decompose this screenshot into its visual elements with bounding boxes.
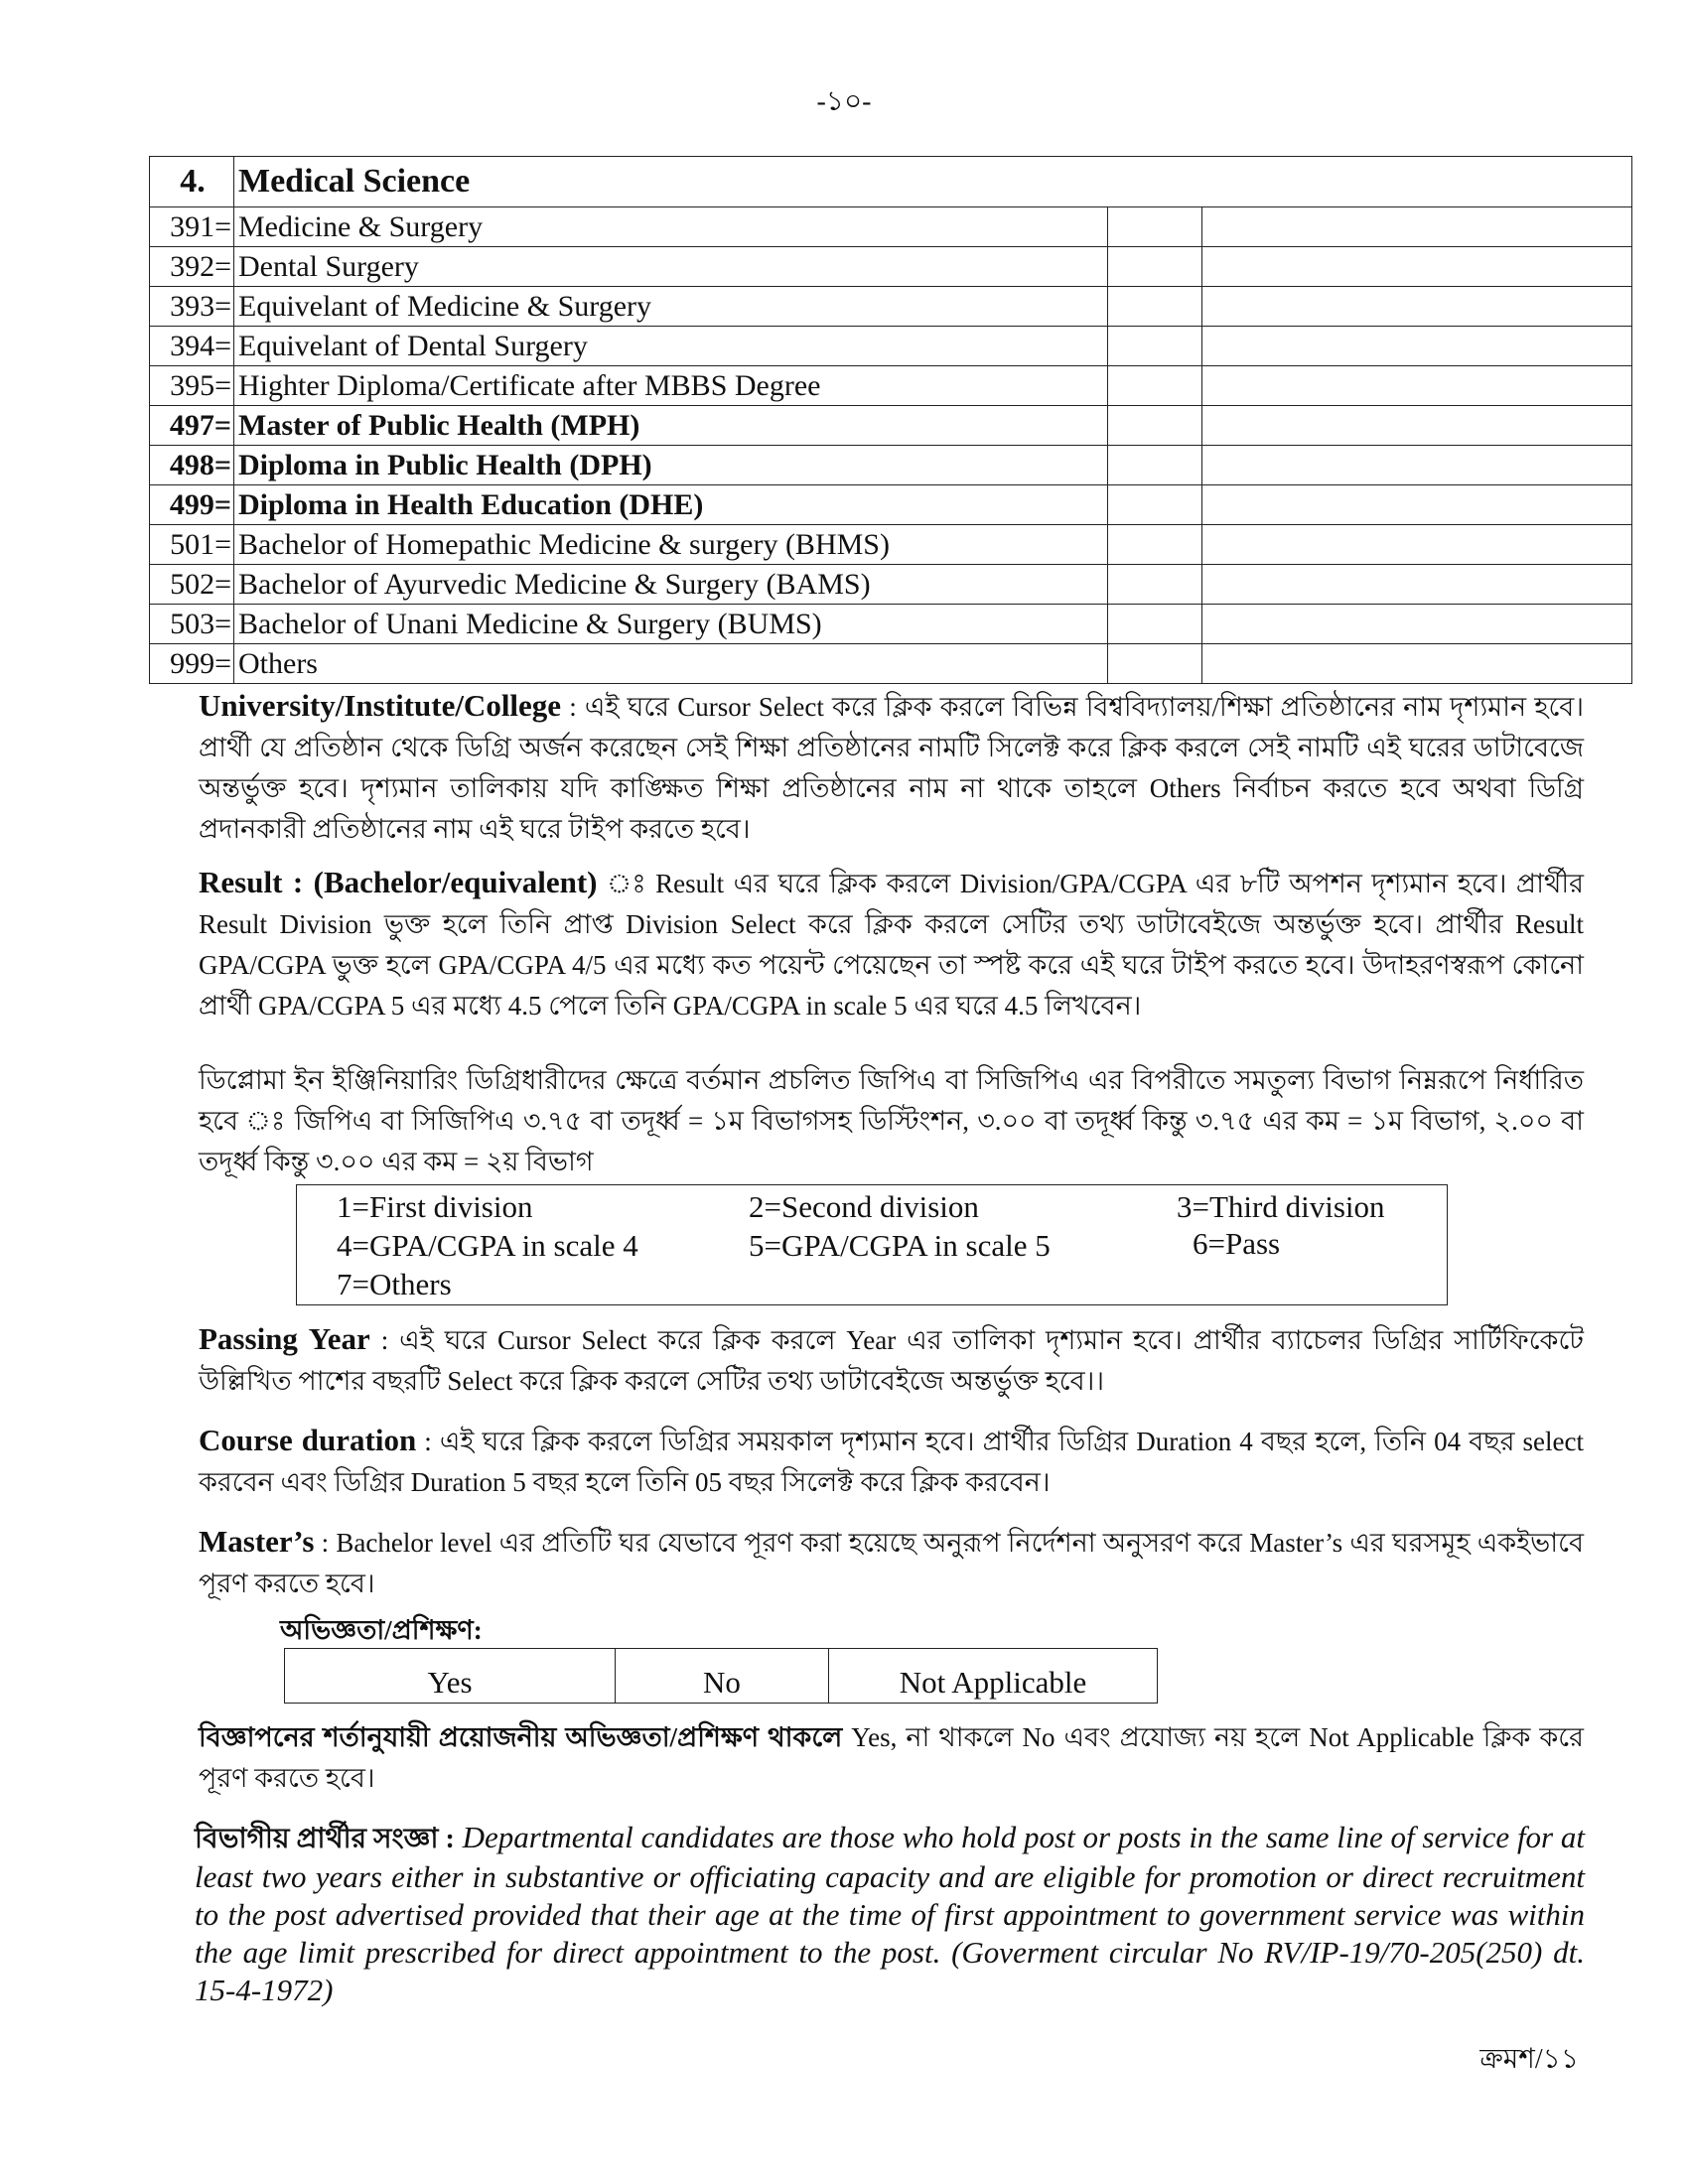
experience-not-applicable-option[interactable]: Not Applicable xyxy=(829,1649,1158,1704)
passing-year-paragraph xyxy=(199,1318,1584,1402)
experience-note-lead: বিজ্ঞাপনের শর্তানুযায়ী প্রয়োজনীয় অভিজ্ঞতা/প্রশিক্ষণ থাকলে xyxy=(199,1722,843,1752)
degree-name: Master of Public Health (MPH) xyxy=(234,406,1108,446)
table-row xyxy=(150,644,1632,684)
table-row xyxy=(150,406,1632,446)
blank-cell xyxy=(1202,644,1632,684)
departmental-lead: বিভাগীয় প্রার্থীর সংজ্ঞা : xyxy=(195,1824,455,1854)
result-options-box xyxy=(296,1184,1448,1305)
option-gpa-scale-4: 4=GPA/CGPA in scale 4 xyxy=(337,1228,638,1263)
blank-cell xyxy=(1202,247,1632,287)
option-first-division: 1=First division xyxy=(337,1189,533,1224)
university-paragraph xyxy=(199,685,1584,850)
option-pass: 6=Pass xyxy=(1193,1226,1281,1261)
blank-cell xyxy=(1202,287,1632,327)
degree-name: Others xyxy=(234,644,1108,684)
medical-science-table xyxy=(149,156,1632,684)
continued-footer: ক্রমশ/১১ xyxy=(1479,2044,1579,2075)
blank-cell xyxy=(1108,406,1202,446)
masters-paragraph xyxy=(199,1521,1584,1604)
degree-name: Equivelant of Dental Surgery xyxy=(234,327,1108,366)
blank-cell xyxy=(1202,327,1632,366)
blank-cell xyxy=(1108,565,1202,605)
option-others: 7=Others xyxy=(337,1267,452,1301)
degree-name: Bachelor of Homepathic Medicine & surgery (BHMS) xyxy=(234,525,1108,565)
table-row xyxy=(150,287,1632,327)
page-number: -১০- xyxy=(816,86,872,117)
course-duration-heading: Course duration xyxy=(199,1423,417,1457)
degree-name: Bachelor of Ayurvedic Medicine & Surgery (BAMS) xyxy=(234,565,1108,605)
option-gpa-scale-5: 5=GPA/CGPA in scale 5 xyxy=(749,1228,1051,1263)
blank-cell xyxy=(1108,446,1202,485)
degree-code: 391= xyxy=(150,207,234,247)
table-row xyxy=(150,485,1632,525)
table-row xyxy=(150,446,1632,485)
blank-cell xyxy=(1202,446,1632,485)
table-row xyxy=(150,327,1632,366)
experience-table xyxy=(284,1648,1158,1704)
result-paragraph xyxy=(199,862,1584,1026)
degree-code: 499= xyxy=(150,485,234,525)
blank-cell xyxy=(1202,207,1632,247)
masters-heading: Master’s xyxy=(199,1524,315,1559)
degree-code: 501= xyxy=(150,525,234,565)
table-row xyxy=(150,565,1632,605)
degree-code: 394= xyxy=(150,327,234,366)
experience-no-option[interactable]: No xyxy=(616,1649,829,1704)
passing-year-text: : এই ঘরে Cursor Select করে ক্লিক করলে Year এর তালিকা দৃশ্যমান হবে। প্রার্থীর ব্যাচেলর ডিগ্রির সার্টিফিকেটে উল্লিখিত পাশের বছরটি Select করে ক্লিক করলে সেটির তথ্য ডাটাবেইজে অন্তর্ভুক্ত হবে।। xyxy=(199,1325,1584,1396)
departmental-definition xyxy=(195,1819,1585,2009)
passing-year-heading: Passing Year xyxy=(199,1321,370,1356)
blank-cell xyxy=(1108,644,1202,684)
degree-name: Medicine & Surgery xyxy=(234,207,1108,247)
blank-cell xyxy=(1202,605,1632,644)
experience-note xyxy=(199,1717,1584,1799)
degree-code: 498= xyxy=(150,446,234,485)
blank-cell xyxy=(1108,485,1202,525)
degree-name: Equivelant of Medicine & Surgery xyxy=(234,287,1108,327)
blank-cell xyxy=(1108,366,1202,406)
degree-code: 999= xyxy=(150,644,234,684)
course-duration-text: : এই ঘরে ক্লিক করলে ডিগ্রির সময়কাল দৃশ্যমান হবে। প্রার্থীর ডিগ্রির Duration 4 বছর হলে, তিনি 04 বছর select করবেন এবং ডিগ্রির Duration 5 বছর হলে তিনি 05 বছর সিলেক্ট করে ক্লিক করবেন। xyxy=(199,1427,1584,1497)
section-number: 4. xyxy=(150,157,234,207)
degree-code: 497= xyxy=(150,406,234,446)
table-row xyxy=(150,247,1632,287)
degree-name: Diploma in Health Education (DHE) xyxy=(234,485,1108,525)
university-text: : এই ঘরে Cursor Select করে ক্লিক করলে বিভিন্ন বিশ্ববিদ্যালয়/শিক্ষা প্রতিষ্ঠানের নাম দৃশ্যমান হবে। প্রার্থী যে প্রতিষ্ঠান থেকে ডিগ্রি অর্জন করেছেন সেই শিক্ষা প্রতিষ্ঠানের নামটি সিলেক্ট করে ক্লিক করলে সেই নামটি এই ঘরের ডাটাবেজে অন্তর্ভুক্ত হবে। দৃশ্যমান তালিকায় যদি কাঙ্ক্ষিত শিক্ষা প্রতিষ্ঠানের নাম না থাকে তাহলে Others নির্বাচন করতে হবে অথবা ডিগ্রি প্রদানকারী প্রতিষ্ঠানের নাম এই ঘরে টাইপ করতে হবে। xyxy=(199,692,1584,844)
degree-code: 392= xyxy=(150,247,234,287)
university-heading: University/Institute/College xyxy=(199,688,562,723)
diploma-note: ডিপ্লোমা ইন ইঞ্জিনিয়ারিং ডিগ্রিধারীদের ক্ষেত্রে বর্তমান প্রচলিত জিপিএ বা সিজিপিএ এর বিপরীতে সমতুল্য বিভাগ নিম্নরূপে নির্ধারিত হবে ঃ জিপিএ বা সিজিপিএ ৩.৭৫ বা তদূর্ধ্ব = ১ম বিভাগসহ ডিস্টিংশন, ৩.০০ বা তদূর্ধ্ব কিন্তু ৩.৭৫ এর কম = ১ম বিভাগ, ২.০০ বা তদূর্ধ্ব কিন্তু ৩.০০ এর কম = ২য় বিভাগ xyxy=(199,1065,1584,1176)
table-row xyxy=(150,605,1632,644)
course-duration-paragraph xyxy=(199,1420,1584,1503)
blank-cell xyxy=(1108,605,1202,644)
table-row xyxy=(150,525,1632,565)
blank-cell xyxy=(1108,287,1202,327)
blank-cell xyxy=(1202,565,1632,605)
blank-cell xyxy=(1202,525,1632,565)
experience-yes-option[interactable]: Yes xyxy=(285,1649,616,1704)
degree-code: 395= xyxy=(150,366,234,406)
masters-text: : Bachelor level এর প্রতিটি ঘর যেভাবে পূরণ করা হয়েছে অনুরূপ নির্দেশনা অনুসরণ করে Master’s এর ঘরসমূহ একইভাবে পূরণ করতে হবে। xyxy=(199,1528,1584,1598)
degree-name: Dental Surgery xyxy=(234,247,1108,287)
experience-note-text: Yes, না থাকলে No এবং প্রযোজ্য নয় হলে Not Applicable ক্লিক করে পূরণ করতে হবে। xyxy=(199,1722,1584,1793)
blank-cell xyxy=(1202,485,1632,525)
departmental-text: Departmental candidates are those who hold post or posts in the same line of service for at least two years either in substantive or officiating capacity and are eligible for promotion or direct recruitment to the post advertised provided that their age at the time of first appointment to government service was within the age limit prescribed for direct appointment to the post. (Goverment circular No RV/IP-19/70-205(250) dt. 15-4-1972) xyxy=(195,1820,1585,2007)
degree-name: Bachelor of Unani Medicine & Surgery (BUMS) xyxy=(234,605,1108,644)
experience-label: অভিজ্ঞতা/প্রশিক্ষণ: xyxy=(280,1615,483,1645)
blank-cell xyxy=(1108,207,1202,247)
section-title: Medical Science xyxy=(234,157,1632,207)
degree-name: Diploma in Public Health (DPH) xyxy=(234,446,1108,485)
degree-code: 393= xyxy=(150,287,234,327)
degree-name: Highter Diploma/Certificate after MBBS Degree xyxy=(234,366,1108,406)
blank-cell xyxy=(1202,366,1632,406)
option-third-division: 3=Third division xyxy=(1177,1189,1385,1224)
blank-cell xyxy=(1108,327,1202,366)
table-header-row xyxy=(150,157,1632,207)
blank-cell xyxy=(1108,525,1202,565)
result-heading: Result : (Bachelor/equivalent) xyxy=(199,865,598,899)
result-text: ঃ Result এর ঘরে ক্লিক করলে Division/GPA/CGPA এর ৮টি অপশন দৃশ্যমান হবে। প্রার্থীর Result Division ভুক্ত হলে তিনি প্রাপ্ত Division Select করে ক্লিক করলে সেটির তথ্য ডাটাবেইজে অন্তর্ভুক্ত হবে। প্রার্থীর Result GPA/CGPA ভুক্ত হলে GPA/CGPA 4/5 এর মধ্যে কত পয়েন্ট পেয়েছেন তা স্পষ্ট করে এই ঘরে টাইপ করতে হবে। উদাহরণস্বরূপ কোনো প্রার্থী GPA/CGPA 5 এর মধ্যে 4.5 পেলে তিনি GPA/CGPA in scale 5 এর ঘরে 4.5 লিখবেন। xyxy=(199,869,1584,1021)
table-row xyxy=(150,207,1632,247)
degree-code: 502= xyxy=(150,565,234,605)
blank-cell xyxy=(1108,247,1202,287)
table-row xyxy=(150,366,1632,406)
option-second-division: 2=Second division xyxy=(749,1189,979,1224)
degree-code: 503= xyxy=(150,605,234,644)
blank-cell xyxy=(1202,406,1632,446)
